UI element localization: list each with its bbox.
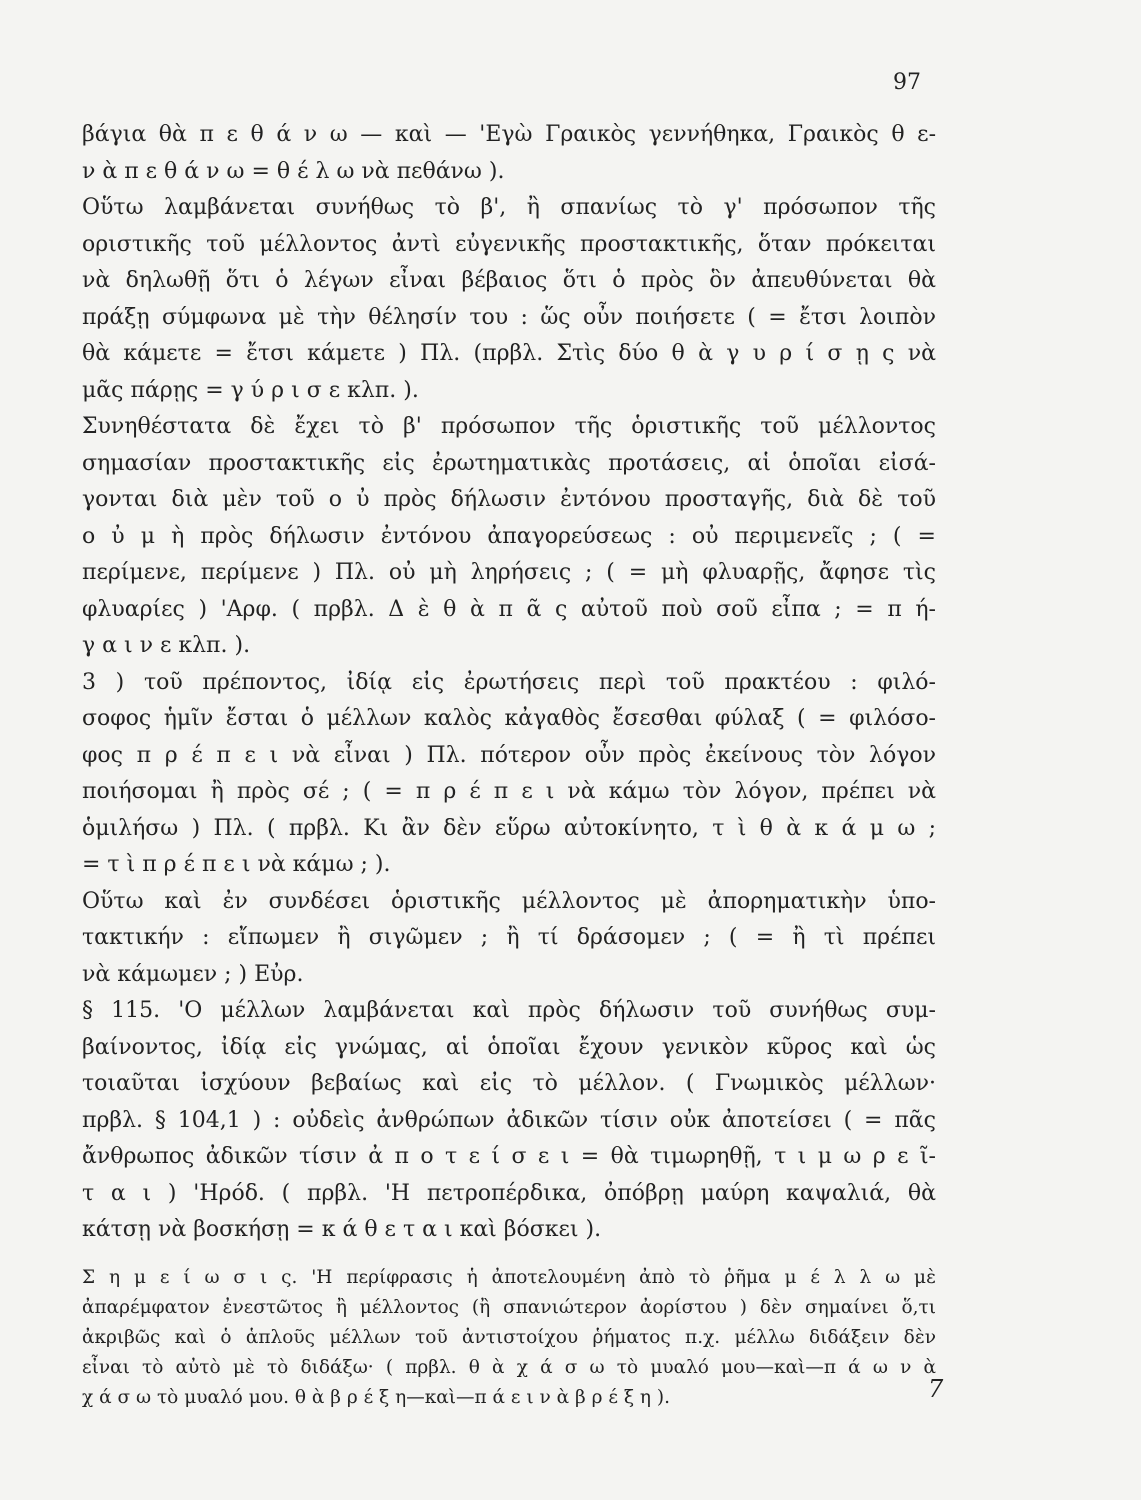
text-line: Οὕτω καὶ ἐν συνδέσει ὁριστικῆς μέλλοντος μὲ ἀπορηματικὴν ὑπο- bbox=[82, 888, 936, 914]
text-line: ἄνθρωπος ἀδικῶν τίσιν ἀ π ο τ ε ί σ ε ι = θὰ τιμωρηθῇ, τ ι μ ω ρ ε ῖ- bbox=[82, 1144, 936, 1169]
text-line: οριστικῆς τοῦ μέλλοντος ἀντὶ εὐγενικῆς προστακτικῆς, ὅταν πρόκειται bbox=[82, 231, 936, 257]
note-text bbox=[82, 1263, 936, 1413]
text-line: βάγια θὰ π ε θ ά ν ω — καὶ — 'Εγὼ Γραικὸς γεννήθηκα, Γραικὸς θ ε- bbox=[82, 122, 936, 147]
text-line: σημασίαν προστακτικῆς εἰς ἐρωτηματικὰς προτάσεις, αἱ ὁποῖαι εἰσά- bbox=[82, 450, 936, 476]
text-line: εἶναι τὸ αὐτὸ μὲ τὸ διδάξω· ( πρβλ. θ ὰ χ ά σ ω τὸ μυαλό μου—καὶ—π ά ω ν ὰ bbox=[82, 1356, 936, 1378]
text-line: χ ά σ ω τὸ μυαλό μου. θ ὰ β ρ έ ξ η—καὶ—π ά ε ι ν ὰ β ρ έ ξ η ). bbox=[82, 1386, 670, 1408]
body-text bbox=[82, 117, 936, 1413]
text-line: = τ ὶ π ρ έ π ε ι νὰ κάμω ; ). bbox=[82, 852, 391, 877]
text-line: νὰ δηλωθῇ ὅτι ὁ λέγων εἶναι βέβαιος ὅτι ὁ πρὸς ὃν ἀπευθύνεται θὰ bbox=[82, 268, 936, 293]
signature-mark: 7 bbox=[928, 1375, 944, 1403]
text-line: νὰ κάμωμεν ; ) Εὐρ. bbox=[82, 961, 304, 987]
text-line: ο ὐ μ ὴ πρὸς δήλωσιν ἐντόνου ἀπαγορεύσεως : οὐ περιμενεῖς ; ( = bbox=[82, 523, 936, 549]
text-line: σοφος ἡμῖν ἔσται ὁ μέλλων καλὸς κἀγαθὸς ἔσεσθαι φύλαξ ( = φιλόσο- bbox=[82, 706, 936, 731]
text-line: βαίνοντος, ἰδίᾳ εἰς γνώμας, αἱ ὁποῖαι ἔχουν γενικὸν κῦρος καὶ ὡς bbox=[82, 1034, 936, 1060]
text-line: τοιαῦται ἰσχύουν βεβαίως καὶ εἰς τὸ μέλλον. ( Γνωμικὸς μέλλων· bbox=[82, 1071, 936, 1096]
text-line: τακτικήν : εἴπωμεν ἢ σιγῶμεν ; ἢ τί δράσομεν ; ( = ἢ τὶ πρέπει bbox=[82, 925, 936, 950]
text-line: ν ὰ π ε θ ά ν ω = θ έ λ ω νὰ πεθάνω ). bbox=[82, 158, 505, 184]
text-line: θὰ κάμετε = ἔτσι κάμετε ) Πλ. (πρβλ. Στὶς δύο θ ὰ γ υ ρ ί σ ῃ ς νὰ bbox=[82, 341, 936, 366]
text-line: § 115. 'Ο μέλλων λαμβάνεται καὶ πρὸς δήλωσιν τοῦ συνήθως συμ- bbox=[82, 998, 936, 1023]
text-line: τ α ι ) 'Ηρόδ. ( πρβλ. 'Η πετροπέρδικα, ὀπόβρῃ μαύρη καψαλιά, θὰ bbox=[82, 1180, 936, 1206]
text-line: Συνηθέστατα δὲ ἔχει τὸ β' πρόσωπον τῆς ὁριστικῆς τοῦ μέλλοντος bbox=[82, 414, 936, 439]
page-number: 97 bbox=[893, 70, 921, 95]
main-text bbox=[82, 117, 936, 1249]
text-line: περίμενε, περίμενε ) Πλ. οὐ μὴ ληρήσεις ; ( = μὴ φλυαρῇς, ἄφησε τὶς bbox=[82, 560, 936, 585]
text-line: γονται διὰ μὲν τοῦ ο ὐ πρὸς δήλωσιν ἐντόνου προσταγῆς, διὰ δὲ τοῦ bbox=[82, 487, 936, 512]
text-line: κάτσῃ νὰ βοσκήσῃ = κ ά θ ε τ α ι καὶ βόσκει ). bbox=[82, 1217, 602, 1242]
text-line: ποιήσομαι ἢ πρὸς σέ ; ( = π ρ έ π ε ι νὰ κάμω τὸν λόγον, πρέπει νὰ bbox=[82, 779, 936, 804]
text-line: φος π ρ έ π ε ι νὰ εἶναι ) Πλ. πότερον οὖν πρὸς ἐκείνους τὸν λόγον bbox=[82, 742, 936, 768]
text-line: γ α ι ν ε κλπ. ). bbox=[82, 633, 251, 658]
text-line: φλυαρίες ) 'Αρφ. ( πρβλ. Δ ὲ θ ὰ π ᾶ ς αὐτοῦ ποὺ σοῦ εἶπα ; = π ή- bbox=[82, 596, 936, 622]
text-line: ἀκριβῶς καὶ ὁ ἁπλοῦς μέλλων τοῦ ἀντιστοίχου ῥήματος π.χ. μέλλω διδάξειν δὲν bbox=[82, 1326, 936, 1348]
text-line: Σ η μ ε ί ω σ ι ς. 'Η περίφρασις ἡ ἀποτελουμένη ἀπὸ τὸ ῥῆμα μ έ λ λ ω μὲ bbox=[82, 1266, 936, 1288]
text-line: πράξῃ σύμφωνα μὲ τὴν θέλησίν του : ὥς οὖν ποιήσετε ( = ἔτσι λοιπὸν bbox=[82, 304, 936, 330]
text-line: ὁμιλήσω ) Πλ. ( πρβλ. Κι ἂν δὲν εὕρω αὐτοκίνητο, τ ὶ θ ὰ κ ά μ ω ; bbox=[82, 815, 936, 841]
text-line: Οὕτω λαμβάνεται συνήθως τὸ β', ἢ σπανίως τὸ γ' πρόσωπον τῆς bbox=[82, 195, 936, 220]
text-line: ἀπαρέμφατον ἐνεστῶτος ἢ μέλλοντος (ἢ σπανιώτερον ἀορίστου ) δὲν σημαίνει ὅ,τι bbox=[82, 1296, 936, 1318]
text-line: 3 ) τοῦ πρέποντος, ἰδίᾳ εἰς ἐρωτήσεις περὶ τοῦ πρακτέου : φιλό- bbox=[82, 669, 936, 695]
text-line: πρβλ. § 104,1 ) : οὐδεὶς ἀνθρώπων ἀδικῶν τίσιν οὐκ ἀποτείσει ( = πᾶς bbox=[82, 1107, 936, 1133]
text-line: μᾶς πάρῃς = γ ύ ρ ι σ ε κλπ. ). bbox=[82, 377, 419, 403]
